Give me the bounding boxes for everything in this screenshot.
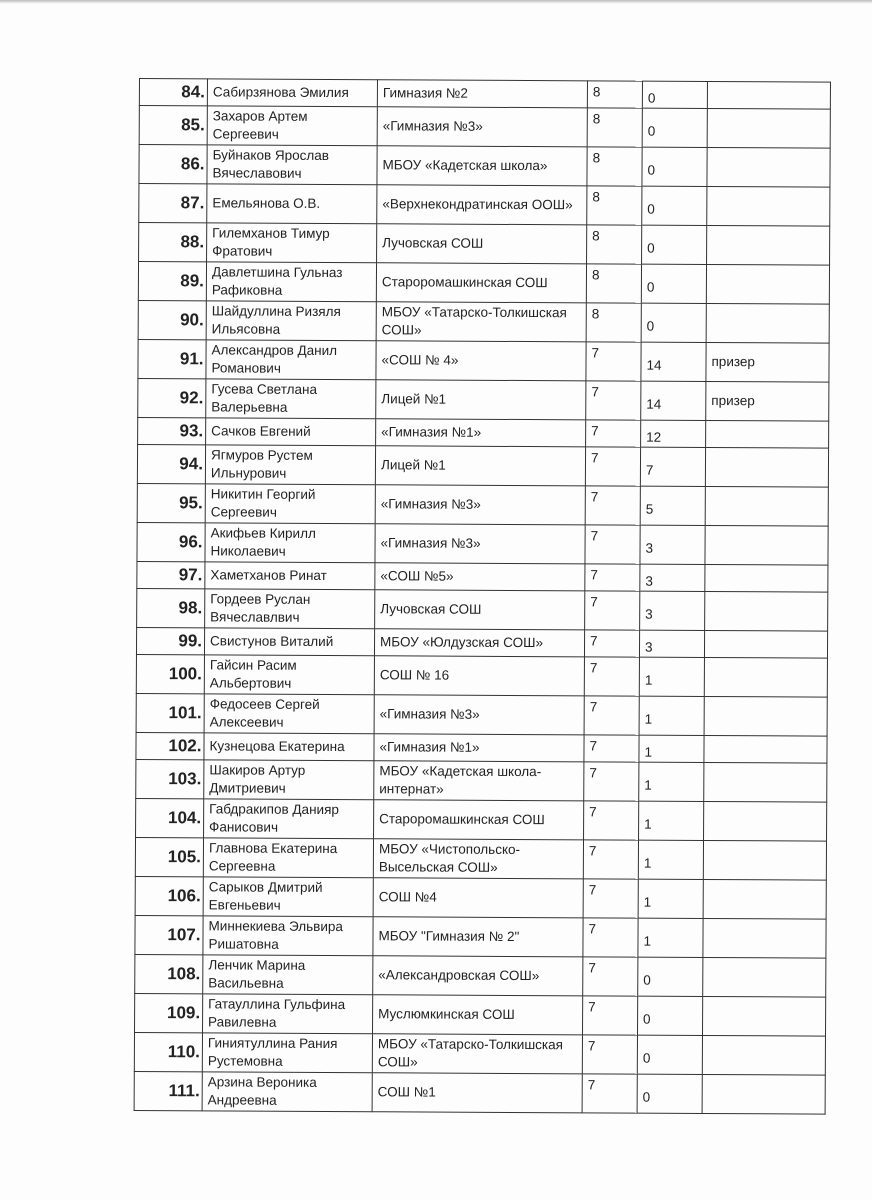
score-cell: 1: [639, 657, 704, 696]
status-cell: [706, 264, 829, 304]
school-name-cell: «Гимназия №3»: [375, 524, 585, 564]
table-row: [138, 378, 829, 421]
score-cell: 0: [642, 147, 707, 186]
results-table-body: [134, 79, 830, 1115]
status-cell: [705, 486, 828, 526]
row-number-cell: 102.: [136, 732, 204, 759]
grade-cell: 7: [582, 996, 637, 1035]
score-cell: 0: [642, 186, 707, 225]
participant-name-cell: Ягмуров Рустем Ильнурович: [205, 445, 375, 485]
table-row: [135, 876, 826, 919]
participant-name-cell: Миннекиева Эльвира Ришатовна: [203, 916, 373, 956]
score-cell: 0: [638, 957, 703, 996]
school-name-cell: «Александровская СОШ»: [373, 956, 583, 996]
status-cell: [703, 879, 826, 919]
participant-name-cell: Сачков Евгений: [206, 418, 376, 446]
school-name-cell: «Гимназия №1»: [374, 734, 584, 762]
table-row: [135, 915, 826, 958]
table-row: [134, 1071, 825, 1114]
school-name-cell: «СОШ № 4»: [376, 341, 586, 381]
table-row: [137, 588, 828, 631]
row-number-cell: 95.: [137, 483, 205, 522]
school-name-cell: Староромашкинская СОШ: [374, 800, 584, 840]
grade-cell: 7: [582, 1074, 637, 1113]
participant-name-cell: Габдракипов Данияр Фанисович: [204, 799, 374, 839]
results-table: [134, 78, 831, 1115]
score-cell: 0: [637, 1074, 702, 1113]
table-row: [137, 483, 828, 526]
participant-name-cell: Арзина Вероника Андреевна: [202, 1072, 372, 1112]
status-cell: [704, 801, 827, 841]
row-number-cell: 96.: [137, 522, 205, 561]
table-row: [139, 184, 830, 227]
row-number-cell: 101.: [136, 693, 204, 732]
grade-cell: 7: [583, 879, 638, 918]
row-number-cell: 84.: [139, 79, 207, 106]
score-cell: 3: [640, 591, 705, 630]
participant-name-cell: Гайсин Расим Альбертович: [204, 655, 374, 695]
participant-name-cell: Главнова Екатерина Сергеевна: [203, 838, 373, 878]
school-name-cell: «СОШ №5»: [375, 563, 585, 591]
row-number-cell: 94.: [137, 444, 205, 483]
table-row: [139, 145, 830, 188]
score-cell: 14: [641, 342, 706, 381]
table-row: [136, 627, 827, 658]
row-number-cell: 103.: [136, 759, 204, 798]
row-number-cell: 88.: [139, 223, 207, 262]
row-number-cell: 86.: [139, 145, 207, 184]
score-cell: 5: [640, 486, 705, 525]
row-number-cell: 87.: [139, 184, 207, 223]
grade-cell: 7: [583, 957, 638, 996]
grade-cell: 7: [584, 657, 639, 696]
grade-cell: 8: [587, 81, 642, 108]
table-row: [137, 561, 828, 592]
status-cell: [704, 735, 827, 763]
participant-name-cell: Гиниятуллина Рания Рустемовна: [202, 1033, 372, 1073]
status-cell: [707, 186, 830, 226]
table-row: [138, 262, 829, 305]
status-cell: [703, 957, 826, 997]
row-number-cell: 89.: [138, 262, 206, 301]
grade-cell: 8: [586, 303, 641, 342]
row-number-cell: 111.: [134, 1071, 202, 1110]
school-name-cell: Лучовская СОШ: [377, 224, 587, 264]
school-name-cell: МБОУ «Чистопольско-Высельская СОШ»: [373, 839, 583, 879]
participant-name-cell: Буйнаков Ярослав Вячеславович: [207, 145, 377, 185]
status-cell: призер: [706, 342, 829, 382]
status-cell: [703, 840, 826, 880]
status-cell: [703, 918, 826, 958]
school-name-cell: Лицей №1: [376, 380, 586, 420]
table-row: [136, 693, 827, 736]
school-name-cell: «Гимназия №3»: [377, 107, 587, 147]
school-name-cell: СОШ №1: [372, 1073, 582, 1113]
table-row: [137, 522, 828, 565]
status-cell: [707, 108, 830, 148]
grade-cell: 7: [586, 420, 641, 447]
participant-name-cell: Гусева Светлана Валерьевна: [206, 379, 376, 419]
row-number-cell: 110.: [134, 1032, 202, 1071]
table-row: [137, 444, 828, 487]
row-number-cell: 93.: [138, 417, 206, 444]
scan-edge: [0, 0, 872, 4]
status-cell: [705, 564, 828, 592]
status-cell: [704, 630, 827, 658]
status-cell: [705, 591, 828, 631]
row-number-cell: 100.: [136, 654, 204, 693]
participant-name-cell: Шакиров Артур Дмитриевич: [204, 760, 374, 800]
row-number-cell: 99.: [136, 627, 204, 654]
school-name-cell: «Гимназия №1»: [376, 419, 586, 447]
participant-name-cell: Гордеев Руслан Вячеславлвич: [205, 589, 375, 629]
row-number-cell: 107.: [135, 915, 203, 954]
table-row: [135, 837, 826, 880]
table-row: [136, 732, 827, 763]
school-name-cell: Лучовская СОШ: [375, 590, 585, 630]
table-row: [138, 417, 829, 448]
grade-cell: 7: [584, 735, 639, 762]
table-row: [139, 223, 830, 266]
grade-cell: 8: [587, 147, 642, 186]
grade-cell: 8: [587, 108, 642, 147]
score-cell: 0: [637, 1035, 702, 1074]
participant-name-cell: Сарыков Дмитрий Евгеньевич: [203, 877, 373, 917]
status-cell: [705, 525, 828, 565]
score-cell: 1: [638, 840, 703, 879]
participant-name-cell: Гатауллина Гульфина Равилевна: [203, 994, 373, 1034]
score-cell: 1: [639, 801, 704, 840]
row-number-cell: 104.: [136, 798, 204, 837]
grade-cell: 7: [585, 486, 640, 525]
row-number-cell: 108.: [135, 954, 203, 993]
table-row: [135, 954, 826, 997]
score-cell: 0: [642, 108, 707, 147]
school-name-cell: «Верхнекондратинская ООШ»: [377, 185, 587, 225]
school-name-cell: МБОУ «Татарско-Толкишская СОШ»: [376, 302, 586, 342]
participant-name-cell: Акифьев Кирилл Николаевич: [205, 523, 375, 563]
school-name-cell: СОШ №4: [373, 878, 583, 918]
score-cell: 1: [638, 918, 703, 957]
status-cell: [702, 1035, 825, 1075]
score-cell: 1: [639, 762, 704, 801]
participant-name-cell: Хаметханов Ринат: [205, 562, 375, 590]
participant-name-cell: Давлетшина Гульназ Рафиковна: [206, 262, 376, 302]
grade-cell: 8: [587, 186, 642, 225]
participant-name-cell: Александров Данил Романович: [206, 340, 376, 380]
status-cell: [702, 1074, 825, 1114]
status-cell: [702, 996, 825, 1036]
score-cell: 1: [639, 735, 704, 762]
score-cell: 0: [641, 303, 706, 342]
table-row: [138, 339, 829, 382]
participant-name-cell: Федосеев Сергей Алексеевич: [204, 694, 374, 734]
row-number-cell: 92.: [138, 378, 206, 417]
status-cell: [704, 762, 827, 802]
row-number-cell: 109.: [135, 993, 203, 1032]
table-row: [139, 79, 830, 110]
school-name-cell: Лицей №1: [375, 446, 585, 486]
score-cell: 1: [639, 696, 704, 735]
school-name-cell: МБОУ «Кадетская школа-интернат»: [374, 761, 584, 801]
grade-cell: 8: [587, 225, 642, 264]
score-cell: 1: [638, 879, 703, 918]
table-row: [135, 993, 826, 1036]
grade-cell: 7: [586, 381, 641, 420]
participant-name-cell: Захаров Артем Сергеевич: [207, 106, 377, 146]
school-name-cell: МБОУ "Гимназия № 2": [373, 917, 583, 957]
grade-cell: 7: [584, 762, 639, 801]
grade-cell: 7: [584, 630, 639, 657]
school-name-cell: Гимназия №2: [377, 80, 587, 108]
row-number-cell: 91.: [138, 339, 206, 378]
score-cell: 3: [640, 525, 705, 564]
participant-name-cell: Емельянова О.В.: [207, 184, 377, 224]
score-cell: 0: [637, 996, 702, 1035]
grade-cell: 7: [584, 696, 639, 735]
grade-cell: 7: [583, 840, 638, 879]
status-cell: [704, 696, 827, 736]
row-number-cell: 97.: [137, 561, 205, 588]
row-number-cell: 106.: [135, 876, 203, 915]
participant-name-cell: Свистунов Виталий: [204, 628, 374, 656]
participant-name-cell: Гилемханов Тимур Фратович: [207, 223, 377, 263]
status-cell: призер: [706, 381, 829, 421]
table-row: [136, 759, 827, 802]
score-cell: 14: [641, 381, 706, 420]
school-name-cell: Муслюмкинская СОШ: [372, 995, 582, 1035]
grade-cell: 7: [584, 801, 639, 840]
school-name-cell: «Гимназия №3»: [375, 485, 585, 525]
table-row: [134, 1032, 825, 1075]
school-name-cell: «Гимназия №3»: [374, 695, 584, 735]
school-name-cell: МБОУ «Юлдузская СОШ»: [374, 629, 584, 657]
school-name-cell: МБОУ «Кадетская школа»: [377, 146, 587, 186]
grade-cell: 7: [585, 564, 640, 591]
table-row: [139, 106, 830, 149]
score-cell: 0: [642, 81, 707, 108]
score-cell: 3: [640, 564, 705, 591]
score-cell: 0: [641, 264, 706, 303]
grade-cell: 7: [582, 1035, 637, 1074]
participant-name-cell: Сабирзянова Эмилия: [207, 79, 377, 107]
score-cell: 0: [642, 225, 707, 264]
status-cell: [706, 303, 829, 343]
row-number-cell: 105.: [135, 837, 203, 876]
school-name-cell: МБОУ «Татарско-Толкишская СОШ»: [372, 1034, 582, 1074]
participant-name-cell: Кузнецова Екатерина: [204, 733, 374, 761]
grade-cell: 8: [586, 264, 641, 303]
status-cell: [707, 81, 830, 109]
table-row: [136, 798, 827, 841]
participant-name-cell: Шайдуллина Ризяля Ильясовна: [206, 301, 376, 341]
status-cell: [706, 420, 829, 448]
school-name-cell: СОШ № 16: [374, 656, 584, 696]
status-cell: [704, 657, 827, 697]
row-number-cell: 90.: [138, 300, 206, 339]
status-cell: [707, 147, 830, 187]
grade-cell: 7: [585, 525, 640, 564]
table-row: [136, 654, 827, 697]
participant-name-cell: Никитин Георгий Сергеевич: [205, 484, 375, 524]
row-number-cell: 85.: [139, 106, 207, 145]
grade-cell: 7: [586, 342, 641, 381]
grade-cell: 7: [583, 918, 638, 957]
table-row: [138, 300, 829, 343]
score-cell: 7: [640, 447, 705, 486]
participant-name-cell: Ленчик Марина Васильевна: [203, 955, 373, 995]
score-cell: 3: [639, 630, 704, 657]
score-cell: 12: [641, 420, 706, 447]
grade-cell: 7: [585, 591, 640, 630]
school-name-cell: Староромашкинская СОШ: [376, 263, 586, 303]
row-number-cell: 98.: [137, 588, 205, 627]
status-cell: [707, 225, 830, 265]
grade-cell: 7: [585, 447, 640, 486]
status-cell: [705, 447, 828, 487]
